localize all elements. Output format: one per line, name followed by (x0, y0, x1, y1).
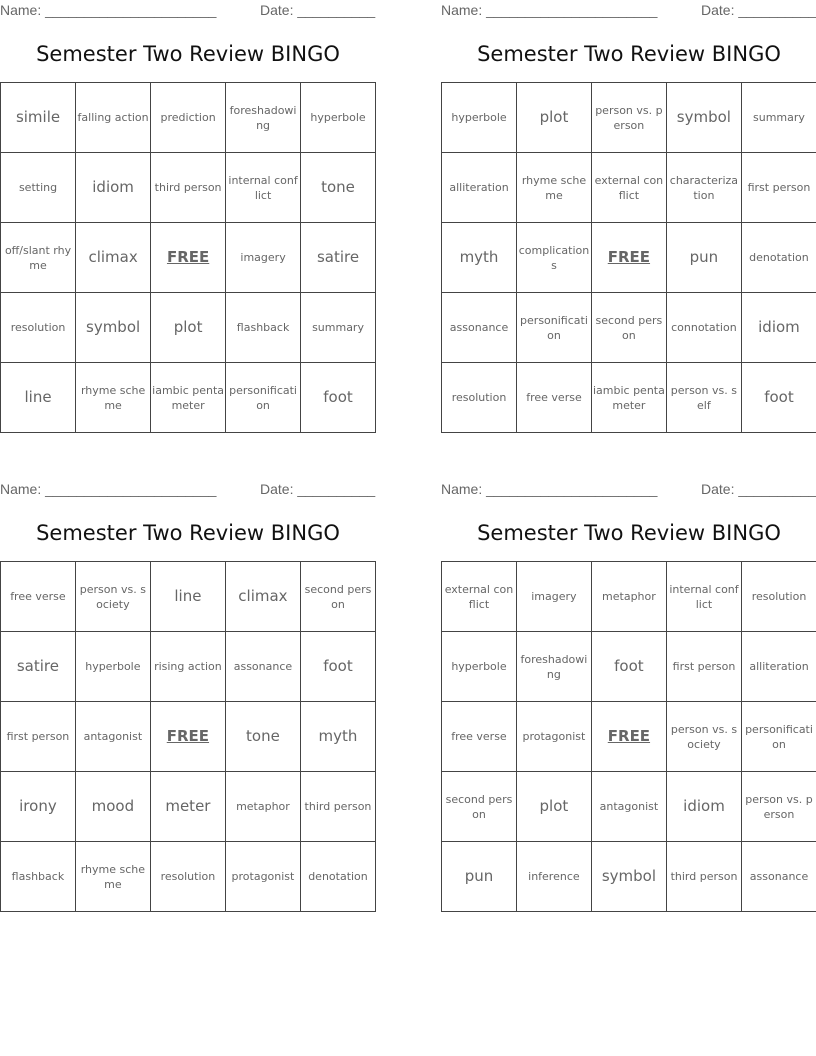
bingo-cell: antagonist (591, 772, 666, 842)
bingo-cell: person vs. self (666, 363, 741, 433)
bingo-cell: symbol (591, 842, 666, 912)
bingo-cell: second person (300, 562, 375, 632)
bingo-cell: irony (1, 772, 76, 842)
bingo-cell: prediction (151, 83, 226, 153)
bingo-cell: myth (300, 702, 375, 772)
bingo-cell: imagery (516, 562, 591, 632)
bingo-cell: first person (666, 632, 741, 702)
card-header (441, 0, 816, 20)
bingo-cell: inference (516, 842, 591, 912)
bingo-cell: setting (1, 153, 76, 223)
date-field: Date: __________ (260, 2, 376, 18)
bingo-cell: second person (442, 772, 517, 842)
grid-row (1, 83, 376, 153)
bingo-grid (0, 561, 376, 912)
bingo-cell: first person (1, 702, 76, 772)
bingo-grid (441, 82, 816, 433)
bingo-cell: personification (517, 293, 592, 363)
bingo-cell: flashback (1, 842, 76, 912)
grid-row (1, 363, 376, 433)
bingo-cell: external conflict (591, 153, 666, 223)
free-space-cell: FREE (151, 223, 226, 293)
bingo-cell: metaphor (591, 562, 666, 632)
bingo-cell: foreshadowing (226, 83, 301, 153)
card-header (441, 479, 816, 499)
bingo-cell: hyperbole (442, 83, 517, 153)
bingo-cell: denotation (300, 842, 375, 912)
grid-row (442, 632, 816, 702)
bingo-cell: free verse (442, 702, 517, 772)
card-title: Semester Two Review BINGO (477, 42, 781, 66)
grid-row (442, 153, 816, 223)
bingo-cell: foot (301, 363, 376, 433)
bingo-cell: hyperbole (301, 83, 376, 153)
date-field: Date: __________ (260, 481, 376, 497)
bingo-cell: pun (666, 223, 741, 293)
bingo-cell: meter (150, 772, 225, 842)
bingo-cell: rising action (150, 632, 225, 702)
card-header (0, 0, 376, 20)
bingo-cell: flashback (226, 293, 301, 363)
grid-row (1, 632, 376, 702)
name-field: Name: ______________________ (441, 481, 658, 497)
bingo-cell: idiom (76, 153, 151, 223)
grid-row (442, 562, 816, 632)
bingo-cell: falling action (76, 83, 151, 153)
name-field: Name: ______________________ (0, 481, 217, 497)
grid-row (1, 223, 376, 293)
name-field: Name: ______________________ (0, 2, 217, 18)
name-field: Name: ______________________ (441, 2, 658, 18)
bingo-cell: tone (225, 702, 300, 772)
bingo-cell: first person (741, 153, 816, 223)
bingo-cell: foot (741, 363, 816, 433)
bingo-cell: person vs. person (742, 772, 816, 842)
bingo-cell: foreshadowing (516, 632, 591, 702)
free-space-cell: FREE (591, 702, 666, 772)
bingo-cell: person vs. society (75, 562, 150, 632)
bingo-cell: rhyme scheme (75, 842, 150, 912)
bingo-cell: resolution (442, 363, 517, 433)
bingo-cell: off/slant rhyme (1, 223, 76, 293)
bingo-cell: idiom (741, 293, 816, 363)
bingo-cell: pun (442, 842, 517, 912)
bingo-cell: symbol (76, 293, 151, 363)
card-title: Semester Two Review BINGO (36, 42, 340, 66)
bingo-grid (441, 561, 816, 912)
grid-row (1, 772, 376, 842)
card-title: Semester Two Review BINGO (36, 521, 340, 545)
bingo-cell: climax (76, 223, 151, 293)
bingo-cell: satire (301, 223, 376, 293)
bingo-cell: rhyme scheme (76, 363, 151, 433)
grid-row (442, 772, 816, 842)
bingo-cell: rhyme scheme (517, 153, 592, 223)
bingo-cell: free verse (1, 562, 76, 632)
bingo-cell: iambic pentameter (591, 363, 666, 433)
grid-row (442, 293, 816, 363)
bingo-cell: person vs. person (591, 83, 666, 153)
bingo-cell: climax (225, 562, 300, 632)
bingo-cell: external conflict (442, 562, 517, 632)
bingo-cell: plot (151, 293, 226, 363)
bingo-cell: personification (742, 702, 816, 772)
grid-row (442, 842, 816, 912)
bingo-cell: internal conflict (666, 562, 741, 632)
bingo-cell: simile (1, 83, 76, 153)
bingo-cell: denotation (741, 223, 816, 293)
grid-row (1, 153, 376, 223)
bingo-cell: hyperbole (75, 632, 150, 702)
bingo-cell: plot (516, 772, 591, 842)
bingo-cell: foot (300, 632, 375, 702)
free-space-cell: FREE (150, 702, 225, 772)
bingo-cell: free verse (517, 363, 592, 433)
bingo-cell: assonance (225, 632, 300, 702)
bingo-cell: personification (226, 363, 301, 433)
free-space-cell: FREE (591, 223, 666, 293)
bingo-cell: line (150, 562, 225, 632)
grid-row (442, 363, 816, 433)
bingo-cell: tone (301, 153, 376, 223)
grid-row (442, 702, 816, 772)
bingo-cell: person vs. society (666, 702, 741, 772)
bingo-cell: iambic pentameter (151, 363, 226, 433)
grid-row (1, 293, 376, 363)
card-title: Semester Two Review BINGO (477, 521, 781, 545)
date-field: Date: __________ (701, 2, 816, 18)
bingo-cell: protagonist (225, 842, 300, 912)
bingo-cell: characterization (666, 153, 741, 223)
bingo-grid (0, 82, 376, 433)
bingo-cell: mood (75, 772, 150, 842)
bingo-cell: line (1, 363, 76, 433)
bingo-cell: symbol (666, 83, 741, 153)
bingo-cell: second person (591, 293, 666, 363)
bingo-cell: complications (517, 223, 592, 293)
bingo-cell: resolution (742, 562, 816, 632)
grid-row (442, 83, 816, 153)
bingo-cell: assonance (442, 293, 517, 363)
bingo-cell: plot (517, 83, 592, 153)
grid-row (1, 702, 376, 772)
bingo-cell: imagery (226, 223, 301, 293)
card-header (0, 479, 376, 499)
bingo-cell: resolution (150, 842, 225, 912)
bingo-cell: third person (300, 772, 375, 842)
bingo-cell: myth (442, 223, 517, 293)
grid-row (442, 223, 816, 293)
date-field: Date: __________ (701, 481, 816, 497)
bingo-cell: assonance (742, 842, 816, 912)
bingo-cell: metaphor (225, 772, 300, 842)
bingo-cell: summary (741, 83, 816, 153)
bingo-cell: idiom (666, 772, 741, 842)
bingo-cell: foot (591, 632, 666, 702)
bingo-cell: third person (666, 842, 741, 912)
bingo-cell: alliteration (442, 153, 517, 223)
bingo-cell: alliteration (742, 632, 816, 702)
grid-row (1, 842, 376, 912)
bingo-cell: internal conflict (226, 153, 301, 223)
grid-row (1, 562, 376, 632)
bingo-cell: connotation (666, 293, 741, 363)
bingo-cell: hyperbole (442, 632, 517, 702)
bingo-cell: antagonist (75, 702, 150, 772)
bingo-cell: satire (1, 632, 76, 702)
bingo-cell: resolution (1, 293, 76, 363)
bingo-cell: summary (301, 293, 376, 363)
bingo-cell: protagonist (516, 702, 591, 772)
bingo-cell: third person (151, 153, 226, 223)
